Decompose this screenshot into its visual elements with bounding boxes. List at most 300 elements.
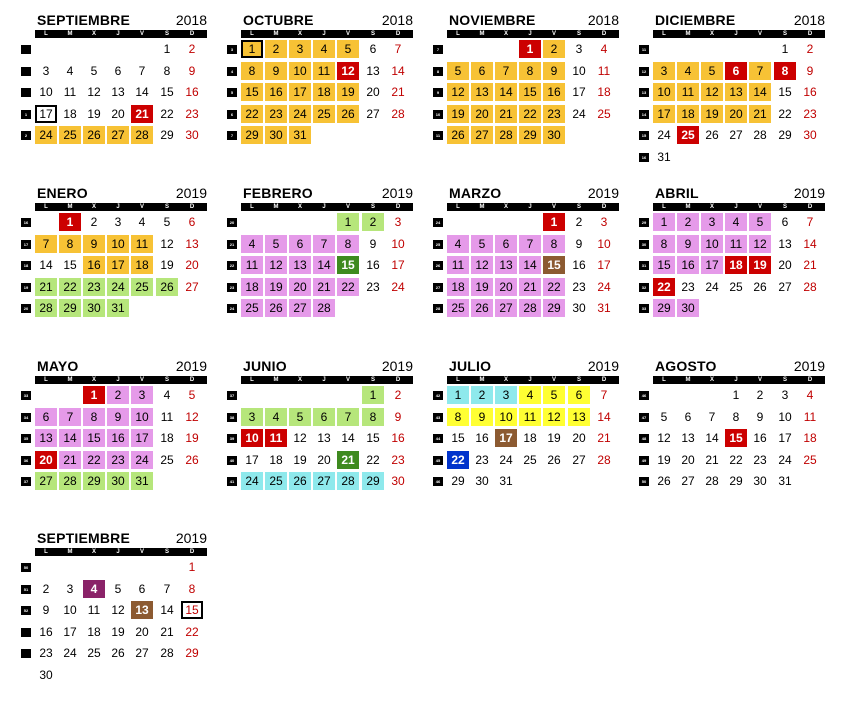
day-cell: 30 xyxy=(107,472,129,490)
day-cell: 28 xyxy=(597,452,611,467)
week-number: 49 xyxy=(639,456,649,465)
month-year: 2018 xyxy=(175,12,207,28)
week-number: 44 xyxy=(433,434,443,443)
month-header xyxy=(241,12,413,28)
day-cell: 31 xyxy=(657,149,671,164)
day-cell: 3 xyxy=(241,408,263,426)
day-cell: 27 xyxy=(35,472,57,490)
week-number: 6 xyxy=(227,110,237,119)
weekday-label: X xyxy=(709,31,714,37)
week-number: 24 xyxy=(433,218,443,227)
day-cell: 20 xyxy=(185,258,199,272)
day-cell: 31 xyxy=(778,474,792,488)
day-cell: 22 xyxy=(543,278,565,296)
day-cell: 26 xyxy=(185,452,199,467)
day-cell: 6 xyxy=(114,63,122,78)
day-cell: 23 xyxy=(366,279,380,294)
month-header xyxy=(653,358,825,374)
weekday-label: M xyxy=(273,31,279,37)
day-cell: 15 xyxy=(181,601,203,619)
weekday-label: J xyxy=(734,204,738,210)
day-cell: 20 xyxy=(778,258,792,272)
day-cell: 19 xyxy=(265,278,287,296)
day-cell: 3 xyxy=(289,40,311,58)
day-cell: 5 xyxy=(749,213,771,231)
day-cell: 22 xyxy=(729,452,743,467)
day-cell: 11 xyxy=(725,235,747,253)
weekday-label: D xyxy=(807,204,813,210)
day-cell: 26 xyxy=(471,299,493,317)
day-cell: 4 xyxy=(265,408,287,426)
day-cell: 7 xyxy=(394,42,402,56)
week-number: 34 xyxy=(21,413,31,422)
day-cell: 9 xyxy=(677,235,699,253)
day-cell: 24 xyxy=(597,279,611,294)
day-cell: 10 xyxy=(289,62,311,80)
weekday-label: M xyxy=(479,31,485,37)
weekday-label: D xyxy=(189,549,195,555)
day-cell: 7 xyxy=(163,581,171,596)
weekday-label: J xyxy=(322,31,326,37)
week-number: 52 xyxy=(21,606,31,615)
day-cell: 14 xyxy=(59,429,81,447)
week-number: 29 xyxy=(639,218,649,227)
day-cell: 5 xyxy=(289,408,311,426)
week-number xyxy=(21,628,31,637)
day-cell: 3 xyxy=(781,388,789,402)
weekday-label: V xyxy=(757,377,762,383)
day-cell: 19 xyxy=(160,258,174,272)
week-number xyxy=(21,88,31,97)
day-cell: 21 xyxy=(749,105,771,123)
day-cell: 22 xyxy=(519,105,541,123)
weekday-label: M xyxy=(273,204,279,210)
month-year: 2019 xyxy=(175,185,207,201)
weekday-label: J xyxy=(322,377,326,383)
day-cell: 5 xyxy=(114,581,122,596)
weekday-label: M xyxy=(685,204,691,210)
day-cell: 13 xyxy=(35,429,57,447)
day-cell: 20 xyxy=(111,106,125,121)
weekday-label: X xyxy=(503,204,508,210)
day-cell: 23 xyxy=(185,106,199,121)
day-cell: 14 xyxy=(391,63,405,78)
month-noviembre-2018 xyxy=(435,12,619,182)
day-cell: 28 xyxy=(131,126,153,144)
weekday-label: V xyxy=(757,31,762,37)
day-cell: 30 xyxy=(391,474,405,488)
day-cell: 4 xyxy=(241,235,263,253)
month-enero-2019 xyxy=(23,185,207,355)
day-cell: 18 xyxy=(447,278,469,296)
day-cell: 20 xyxy=(135,624,149,639)
weekday-label: J xyxy=(116,31,120,37)
day-cell: 20 xyxy=(725,105,747,123)
month-header xyxy=(35,185,207,201)
day-cell: 1 xyxy=(543,213,565,231)
day-cell: 25 xyxy=(265,472,287,490)
day-cell: 7 xyxy=(495,62,517,80)
day-cell: 18 xyxy=(269,452,283,467)
day-cell: 20 xyxy=(495,278,517,296)
day-cell: 29 xyxy=(59,299,81,317)
day-cell: 2 xyxy=(677,213,699,231)
day-cell: 3 xyxy=(66,581,74,596)
month-header xyxy=(35,12,207,28)
week-number: 3 xyxy=(227,45,237,54)
weekday-label: D xyxy=(601,31,607,37)
day-cell: 30 xyxy=(265,126,287,144)
day-cell: 12 xyxy=(749,235,771,253)
week-number: 9 xyxy=(433,88,443,97)
day-cell: 18 xyxy=(87,624,101,639)
day-cell: 9 xyxy=(471,408,493,426)
week-number: 12 xyxy=(639,67,649,76)
day-cell: 12 xyxy=(160,236,174,251)
day-cell: 7 xyxy=(59,408,81,426)
day-cell: 8 xyxy=(543,235,565,253)
day-cell: 29 xyxy=(83,472,105,490)
day-cell: 29 xyxy=(185,646,199,660)
day-cell: 12 xyxy=(111,603,125,617)
day-cell: 29 xyxy=(543,299,565,317)
weekday-label: M xyxy=(67,377,73,383)
week-number: 31 xyxy=(639,261,649,270)
day-cell: 16 xyxy=(543,83,565,101)
month-year: 2018 xyxy=(793,12,825,28)
week-number: 47 xyxy=(639,413,649,422)
day-cell: 29 xyxy=(519,126,541,144)
day-cell: 23 xyxy=(753,452,767,467)
day-cell: 11 xyxy=(313,62,335,80)
weekday-label: X xyxy=(91,31,96,37)
day-cell: 4 xyxy=(806,388,814,402)
day-cell: 28 xyxy=(160,646,174,660)
day-cell: 1 xyxy=(781,42,789,56)
weekday-label: V xyxy=(551,31,556,37)
weekday-header-bar xyxy=(653,203,825,211)
week-number: 38 xyxy=(227,413,237,422)
month-header xyxy=(35,358,207,374)
weekday-label: X xyxy=(297,31,302,37)
day-cell: 16 xyxy=(753,431,767,445)
day-cell: 31 xyxy=(289,126,311,144)
weekday-header-bar xyxy=(241,30,413,38)
weekday-label: D xyxy=(189,204,195,210)
weekday-label: J xyxy=(528,377,532,383)
day-cell: 13 xyxy=(185,236,199,251)
day-cell: 23 xyxy=(681,279,695,294)
day-cell: 11 xyxy=(803,409,817,424)
month-year: 2019 xyxy=(175,530,207,546)
day-cell: 22 xyxy=(241,105,263,123)
day-cell: 8 xyxy=(653,235,675,253)
month-year: 2019 xyxy=(381,185,413,201)
day-cell: 14 xyxy=(749,83,771,101)
weekday-header-bar xyxy=(35,548,207,556)
day-cell: 25 xyxy=(523,452,537,467)
day-cell: 19 xyxy=(471,278,493,296)
month-septiembre-2019 xyxy=(23,530,207,700)
weekday-label: S xyxy=(576,204,581,210)
day-cell: 30 xyxy=(475,474,489,488)
day-cell: 26 xyxy=(83,126,105,144)
day-cell: 8 xyxy=(447,408,469,426)
day-cell: 13 xyxy=(366,63,380,78)
week-number: 1 xyxy=(21,110,31,119)
weekday-header-bar xyxy=(35,30,207,38)
day-cell: 28 xyxy=(313,299,335,317)
day-cell: 2 xyxy=(806,42,814,56)
day-cell: 15 xyxy=(653,256,675,274)
day-cell: 19 xyxy=(185,431,199,445)
weekday-label: D xyxy=(189,31,195,37)
month-name: SEPTIEMBRE xyxy=(37,12,131,28)
month-junio-2019 xyxy=(229,358,413,528)
day-cell: 6 xyxy=(684,409,692,424)
day-cell: 27 xyxy=(313,472,335,490)
week-number: 24 xyxy=(227,304,237,313)
day-cell: 21 xyxy=(391,85,405,99)
day-cell: 14 xyxy=(803,236,817,251)
week-number: 32 xyxy=(639,283,649,292)
day-cell: 22 xyxy=(778,106,792,121)
day-cell: 1 xyxy=(188,560,196,574)
weekday-label: S xyxy=(164,31,169,37)
day-cell: 25 xyxy=(87,646,101,660)
weekday-label: J xyxy=(734,377,738,383)
day-cell: 27 xyxy=(185,279,199,294)
weekday-label: D xyxy=(395,31,401,37)
day-cell: 26 xyxy=(657,474,671,488)
day-cell: 24 xyxy=(107,278,129,296)
day-cell: 18 xyxy=(241,278,263,296)
week-number: 4 xyxy=(227,67,237,76)
month-header xyxy=(447,185,619,201)
day-cell: 3 xyxy=(653,62,675,80)
day-cell: 29 xyxy=(160,128,174,142)
day-cell: 13 xyxy=(131,601,153,619)
weekday-header-bar xyxy=(447,30,619,38)
day-cell: 22 xyxy=(185,624,199,639)
month-year: 2019 xyxy=(793,358,825,374)
day-cell: 21 xyxy=(160,624,174,639)
week-number: 16 xyxy=(21,218,31,227)
week-number: 10 xyxy=(433,110,443,119)
weekday-label: S xyxy=(164,204,169,210)
weekday-label: S xyxy=(576,31,581,37)
day-cell: 19 xyxy=(657,452,671,467)
day-cell: 12 xyxy=(293,431,307,445)
day-cell: 12 xyxy=(337,62,359,80)
month-name: MAYO xyxy=(37,358,79,374)
day-cell: 18 xyxy=(313,83,335,101)
day-cell: 17 xyxy=(597,258,611,272)
weekday-label: V xyxy=(345,204,350,210)
month-diciembre-2018 xyxy=(641,12,825,182)
day-cell: 27 xyxy=(572,452,586,467)
day-cell: 7 xyxy=(313,235,335,253)
day-cell: 20 xyxy=(366,85,380,99)
day-cell: 3 xyxy=(495,386,517,404)
month-mayo-2019 xyxy=(23,358,207,528)
day-cell: 20 xyxy=(35,451,57,469)
day-cell: 12 xyxy=(471,256,493,274)
weekday-label: X xyxy=(709,204,714,210)
day-cell: 13 xyxy=(317,431,331,445)
day-cell: 12 xyxy=(185,409,199,424)
day-cell: 2 xyxy=(575,215,583,229)
day-cell: 9 xyxy=(394,409,402,424)
day-cell: 1 xyxy=(337,213,359,231)
day-cell: 23 xyxy=(39,646,53,660)
day-cell: 1 xyxy=(83,386,105,404)
weekday-header-bar xyxy=(35,203,207,211)
week-number: 50 xyxy=(21,563,31,572)
week-number: 46 xyxy=(433,477,443,486)
day-cell: 18 xyxy=(803,431,817,445)
day-cell: 8 xyxy=(732,409,740,424)
day-cell: 28 xyxy=(753,128,767,142)
month-year: 2018 xyxy=(587,12,619,28)
day-cell: 30 xyxy=(543,126,565,144)
weekday-label: L xyxy=(456,377,460,383)
day-cell: 26 xyxy=(265,299,287,317)
week-number: 43 xyxy=(433,413,443,422)
day-cell: 26 xyxy=(111,646,125,660)
day-cell: 13 xyxy=(725,83,747,101)
day-cell: 21 xyxy=(59,451,81,469)
day-cell: 19 xyxy=(87,106,101,121)
day-cell: 2 xyxy=(265,40,287,58)
day-cell: 11 xyxy=(597,63,611,78)
day-cell: 28 xyxy=(35,299,57,317)
weekday-label: S xyxy=(782,377,787,383)
day-cell: 10 xyxy=(778,409,792,424)
day-cell: 22 xyxy=(337,278,359,296)
day-cell: 27 xyxy=(471,126,493,144)
month-header xyxy=(241,185,413,201)
day-cell: 16 xyxy=(265,83,287,101)
weekday-label: L xyxy=(662,377,666,383)
day-cell: 2 xyxy=(42,581,50,596)
day-cell: 15 xyxy=(337,256,359,274)
day-cell: 23 xyxy=(391,452,405,467)
weekday-label: M xyxy=(479,204,485,210)
week-number: 39 xyxy=(227,434,237,443)
day-cell: 2 xyxy=(188,42,196,56)
day-cell: 7 xyxy=(708,409,716,424)
day-cell: 10 xyxy=(572,63,586,78)
day-cell: 14 xyxy=(313,256,335,274)
day-cell: 6 xyxy=(35,408,57,426)
day-cell: 30 xyxy=(677,299,699,317)
day-cell: 2 xyxy=(394,388,402,402)
day-cell: 10 xyxy=(495,408,517,426)
day-cell: 3 xyxy=(600,215,608,229)
day-cell: 16 xyxy=(803,85,817,99)
week-number: 18 xyxy=(21,261,31,270)
week-number: 8 xyxy=(433,67,443,76)
day-cell: 27 xyxy=(681,474,695,488)
day-cell: 6 xyxy=(313,408,335,426)
month-name: NOVIEMBRE xyxy=(449,12,536,28)
day-cell: 28 xyxy=(337,472,359,490)
weekday-label: S xyxy=(782,204,787,210)
weekday-label: V xyxy=(139,549,144,555)
day-cell: 21 xyxy=(313,278,335,296)
weekday-label: V xyxy=(139,377,144,383)
day-cell: 25 xyxy=(677,126,699,144)
day-cell: 25 xyxy=(313,105,335,123)
day-cell: 29 xyxy=(241,126,263,144)
day-cell: 16 xyxy=(572,258,586,272)
day-cell: 5 xyxy=(447,62,469,80)
day-cell: 6 xyxy=(495,235,517,253)
month-year: 2019 xyxy=(793,185,825,201)
day-cell: 3 xyxy=(394,215,402,229)
day-cell: 1 xyxy=(447,386,469,404)
weekday-label: J xyxy=(322,204,326,210)
day-cell: 2 xyxy=(471,386,493,404)
day-cell: 14 xyxy=(135,85,149,99)
day-cell: 30 xyxy=(803,128,817,142)
month-name: SEPTIEMBRE xyxy=(37,530,131,546)
day-cell: 19 xyxy=(547,431,561,445)
weekday-label: M xyxy=(685,31,691,37)
weekday-label: D xyxy=(601,204,607,210)
month-year: 2019 xyxy=(587,358,619,374)
day-cell: 4 xyxy=(66,63,74,78)
day-cell: 9 xyxy=(188,63,196,78)
day-cell: 17 xyxy=(778,431,792,445)
day-cell: 1 xyxy=(519,40,541,58)
day-cell: 7 xyxy=(138,63,146,78)
week-number: 51 xyxy=(21,585,31,594)
month-header xyxy=(653,12,825,28)
weekday-label: D xyxy=(601,377,607,383)
month-septiembre-2018 xyxy=(24,12,207,182)
day-cell: 13 xyxy=(471,83,493,101)
day-cell: 23 xyxy=(543,105,565,123)
day-cell: 1 xyxy=(163,42,171,56)
day-cell: 24 xyxy=(131,451,153,469)
weekday-label: L xyxy=(44,204,48,210)
day-cell: 5 xyxy=(543,386,565,404)
weekday-label: V xyxy=(139,204,144,210)
day-cell: 30 xyxy=(572,301,586,315)
weekday-label: S xyxy=(164,549,169,555)
day-cell: 3 xyxy=(575,42,583,56)
day-cell: 5 xyxy=(188,388,196,402)
day-cell: 26 xyxy=(705,128,719,142)
week-number: 27 xyxy=(433,283,443,292)
week-number: 30 xyxy=(639,240,649,249)
weekday-label: V xyxy=(345,31,350,37)
day-cell: 4 xyxy=(725,213,747,231)
month-name: OCTUBRE xyxy=(243,12,314,28)
day-cell: 15 xyxy=(241,83,263,101)
day-cell: 10 xyxy=(131,408,153,426)
week-number: 37 xyxy=(21,477,31,486)
week-number: 33 xyxy=(21,391,31,400)
day-cell: 27 xyxy=(107,126,129,144)
day-cell: 19 xyxy=(749,256,771,274)
day-cell: 4 xyxy=(163,388,171,402)
weekday-label: X xyxy=(91,377,96,383)
day-cell: 17 xyxy=(495,429,517,447)
day-cell: 28 xyxy=(705,474,719,488)
